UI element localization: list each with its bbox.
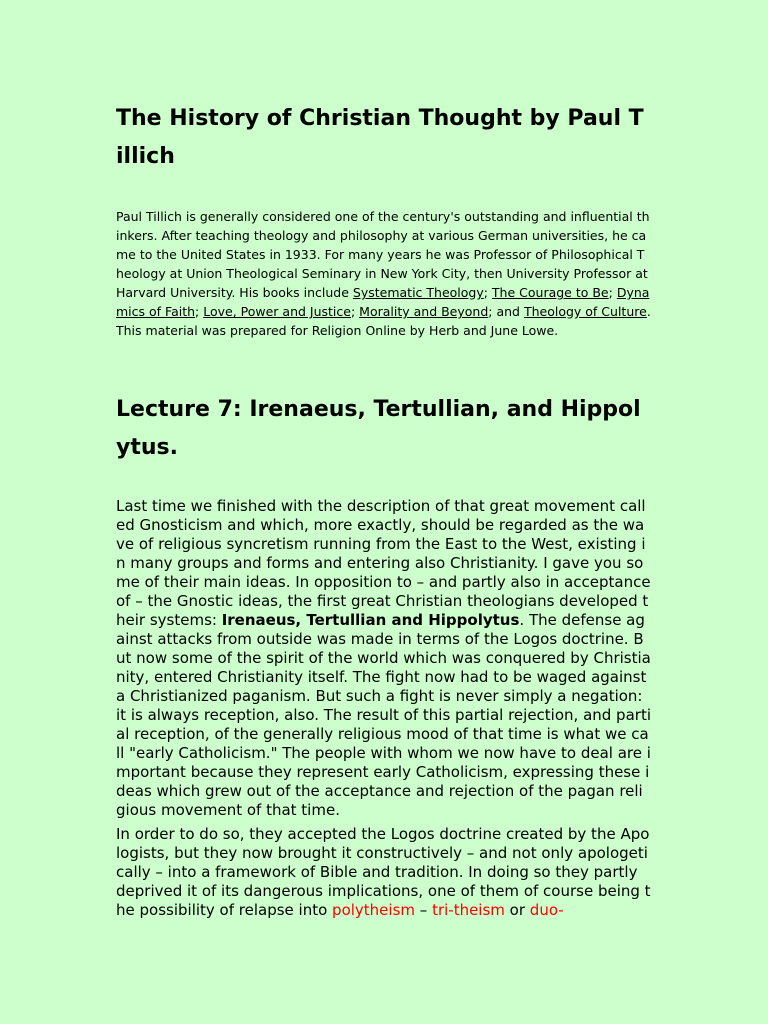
book-link-dynamics-of-faith[interactable]: Dynamics of Faith (116, 285, 650, 319)
book-link-courage-to-be[interactable]: The Courage to Be (491, 285, 609, 300)
paragraph-text: Last time we finished with the description of that great movement called Gnosticism and which, more exactly, should be regarded as the wave of religious syncretism running from the East to the West, existing in many groups and forms and entering also Christianity. I gave you some of their main ideas. In opposition to – and partly also in acceptance of – the Gnostic ideas, the first great Christian theologians developed their systems: (116, 497, 651, 629)
bold-names: Irenaeus, Tertullian and Hippolytus (221, 611, 520, 629)
body-paragraph (116, 497, 651, 820)
term-polytheism: polytheism (332, 901, 416, 919)
book-link-morality-and-beyond[interactable]: Morality and Beyond (359, 304, 489, 319)
separator: ; (195, 304, 204, 319)
separator: ; (350, 304, 360, 319)
separator: ; (483, 285, 492, 300)
paragraph-text: In order to do so, they accepted the Logos doctrine created by the Apologists, but they now brought it constructively – and not only apologetically – into a framework of Bible and tradition. In doing so they partly deprived it of its dangerous implications, one of them of course being the possibility of relapse into (116, 825, 651, 919)
author-intro (116, 207, 651, 340)
book-link-theology-of-culture[interactable]: Theology of Culture (523, 304, 647, 319)
separator: ; (608, 285, 617, 300)
body-paragraph (116, 825, 651, 920)
intro-text: Paul Tillich is generally considered one of the century's outstanding and influential thinkers. After teaching theology and philosophy at various German universities, he came to the United States in 1933. For many years he was Professor of Philosophical Theology at Union Theological Seminary in New York City, then University Professor at Harvard University. His books include (116, 209, 650, 300)
dash: – (415, 901, 433, 919)
term-duo: duo- (529, 901, 564, 919)
book-link-systematic-theology[interactable]: Systematic Theology (352, 285, 484, 300)
conjunction: or (504, 901, 530, 919)
paragraph-text: . The defense against attacks from outside was made in terms of the Logos doctrine. But now some of the spirit of the world which was conquered by Christianity, entered Christianity itself. The fight now had to be waged against a Christianized paganism. But such a fight is never simply a negation: it is always reception, also. The result of this partial rejection, and partial reception, of the generally religious mood of that time is what we call "early Catholicism." The people with whom we now have to deal are important because they represent early Catholicism, expressing these ideas which grew out of the acceptance and rejection of the pagan religious movement of that time. (116, 611, 651, 819)
page-title: The History of Christian Thought by Paul Tillich (116, 106, 644, 169)
term-tri-theism: tri-theism (432, 901, 505, 919)
intro-text-end: . This material was prepared for Religion Online by Herb and June Lowe. (116, 304, 651, 338)
separator: ; and (488, 304, 524, 319)
book-link-love-power-justice[interactable]: Love, Power and Justice (203, 304, 351, 319)
lecture-title: Lecture 7: Irenaeus, Tertullian, and Hippolytus. (116, 397, 641, 460)
